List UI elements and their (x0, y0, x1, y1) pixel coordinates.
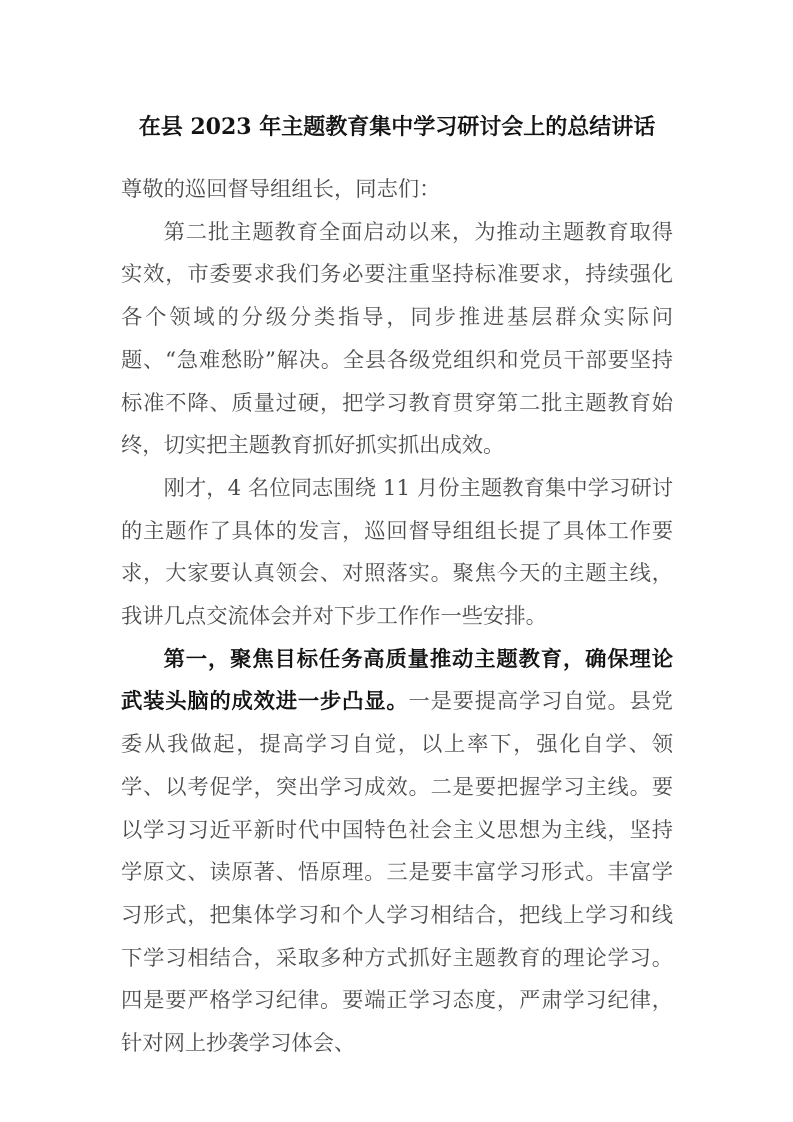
section-1-heading: 第一，聚焦目标任务高质量推动主题教育，确保理论武装头脑的成效进一步凸显。 (121, 646, 673, 715)
body-paragraph-3 (121, 639, 673, 1066)
salutation-line: 尊敬的巡回督导组组长，同志们： (121, 177, 441, 202)
section-1-body: 一是要提高学习自觉。县党委从我做起，提高学习自觉，以上率下，强化自学、领学、以考促学，突出学习成效。二是要把握学习主线。要以学习习近平新时代中国特色社会主义思想为主线，坚持学原文、读原著、悟原理。三是要丰富学习形式。丰富学习形式，把集体学习和个人学习相结合，把线上学习和线下学习相结合，采取多种方式抓好主题教育的理论学习。四是要严格学习纪律。要端正学习态度，严肃学习纪律，针对网上抄袭学习体会、 (121, 689, 673, 1057)
document-content (121, 106, 673, 1066)
body-paragraph-1: 第二批主题教育全面启动以来，为推动主题教育取得实效，市委要求我们务必要注重坚持标准要求，持续强化各个领域的分级分类指导，同步推进基层群众实际问题、“急难愁盼”解决。全县各级党组织和党员干部要坚持标准不降、质量过硬，把学习教育贯穿第二批主题教育始终，切实把主题教育抓好抓实抓出成效。 (121, 219, 673, 459)
body-paragraph-2: 刚才，4 名位同志围绕 11 月份主题教育集中学习研讨的主题作了具体的发言，巡回督导组组长提了具体工作要求，大家要认真领会、对照落实。聚焦今天的主题主线，我讲几点交流体会并对下步工作作一些安排。 (121, 475, 673, 630)
document-title: 在县 2023 年主题教育集中学习研讨会上的总结讲话 (138, 114, 656, 140)
